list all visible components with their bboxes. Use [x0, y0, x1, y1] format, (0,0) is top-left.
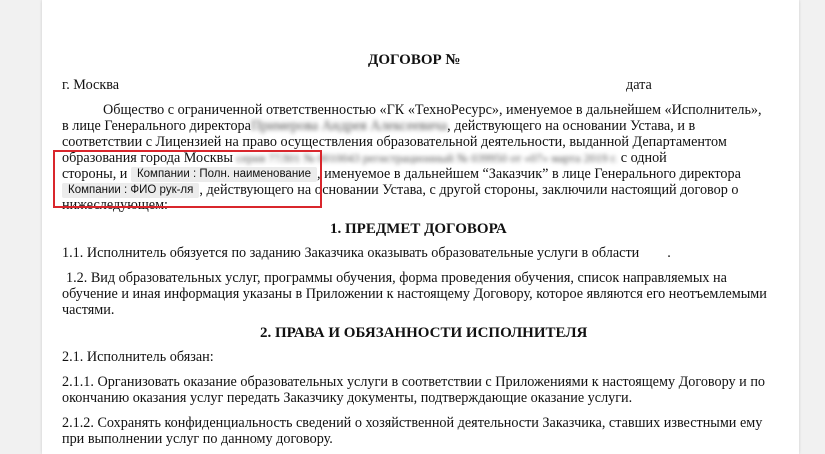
preamble-line-1: Общество с ограниченной ответственностью «ГК «ТехноРесурс», именуемое в дальнейшем «Исполнитель», [103, 102, 762, 118]
field-company-director-name[interactable]: Компании : ФИО рук-ля [62, 183, 199, 198]
highlight-box [53, 150, 322, 208]
preamble-line-7: нижеследующем: [62, 197, 168, 213]
clause-1-2-line-3: частями. [62, 302, 115, 318]
clause-1-1: 1.1. Исполнитель обязуется по заданию Заказчика оказывать образовательные услуги в области . [62, 245, 671, 261]
blurred-director-name: Примерова Андрея Алексеевича [250, 118, 448, 134]
clause-2-1-2-line-2: при выполнении услуг по данному договору. [62, 431, 333, 447]
clause-2-1-2-line-1: 2.1.2. Сохранять конфиденциальность сведений о хозяйственной деятельности Заказчика, ставших известными ему [62, 415, 763, 431]
preamble-line-3: соответствии с Лицензией на право осуществления образовательной деятельности, выданной Департаментом [62, 134, 727, 150]
city-text: г. Москва [62, 77, 120, 93]
clause-1-2-line-2: обучение и иная информация указаны в Приложении к настоящему Договору, которое являются его неотъемлемыми [62, 286, 767, 302]
clause-2-1-1-line-2: окончанию оказания услуг передать Заказчику документы, подтверждающие оказание услуги. [62, 390, 633, 406]
section-1-heading: 1. ПРЕДМЕТ ДОГОВОРА [330, 221, 507, 237]
preamble-line-2: в лице Генерального директораПримерова Андрея Алексеевича, действующего на основании Устава, и в [62, 118, 696, 134]
section-2-heading: 2. ПРАВА И ОБЯЗАННОСТИ ИСПОЛНИТЕЛЯ [260, 325, 588, 341]
document-title: ДОГОВОР № [368, 52, 461, 68]
clause-2-1-1-line-1: 2.1.1. Организовать оказание образовательных услуги в соответствии с Приложениями к настоящему Договору и по [62, 374, 765, 390]
preamble-line-5: стороны, и Компании : Полн. наименование , именуемое в дальнейшем “Заказчик” в лице Генерального директора [62, 166, 741, 182]
clause-1-2-line-1: 1.2. Вид образовательных услуг, программы обучения, форма проведения обучения, список направляемых на [66, 270, 727, 286]
blurred-license-details: серия 77Л01 № 0010043 регистрационный № 039950 от «07» марта 2019 г. [236, 151, 618, 165]
date-text: дата [626, 77, 652, 93]
field-company-full-name[interactable]: Компании : Полн. наименование [131, 167, 317, 182]
preamble-line-4: образования города Москвы серия 77Л01 № 0010043 регистрационный № 039950 от «07» марта 2019 г. с одной [62, 150, 667, 166]
preamble-line-6: Компании : ФИО рук-ля , действующего на основании Устава, с другой стороны, заключили настоящий договор о [62, 182, 738, 198]
clause-2-1: 2.1. Исполнитель обязан: [62, 349, 214, 365]
document-page [42, 0, 799, 454]
